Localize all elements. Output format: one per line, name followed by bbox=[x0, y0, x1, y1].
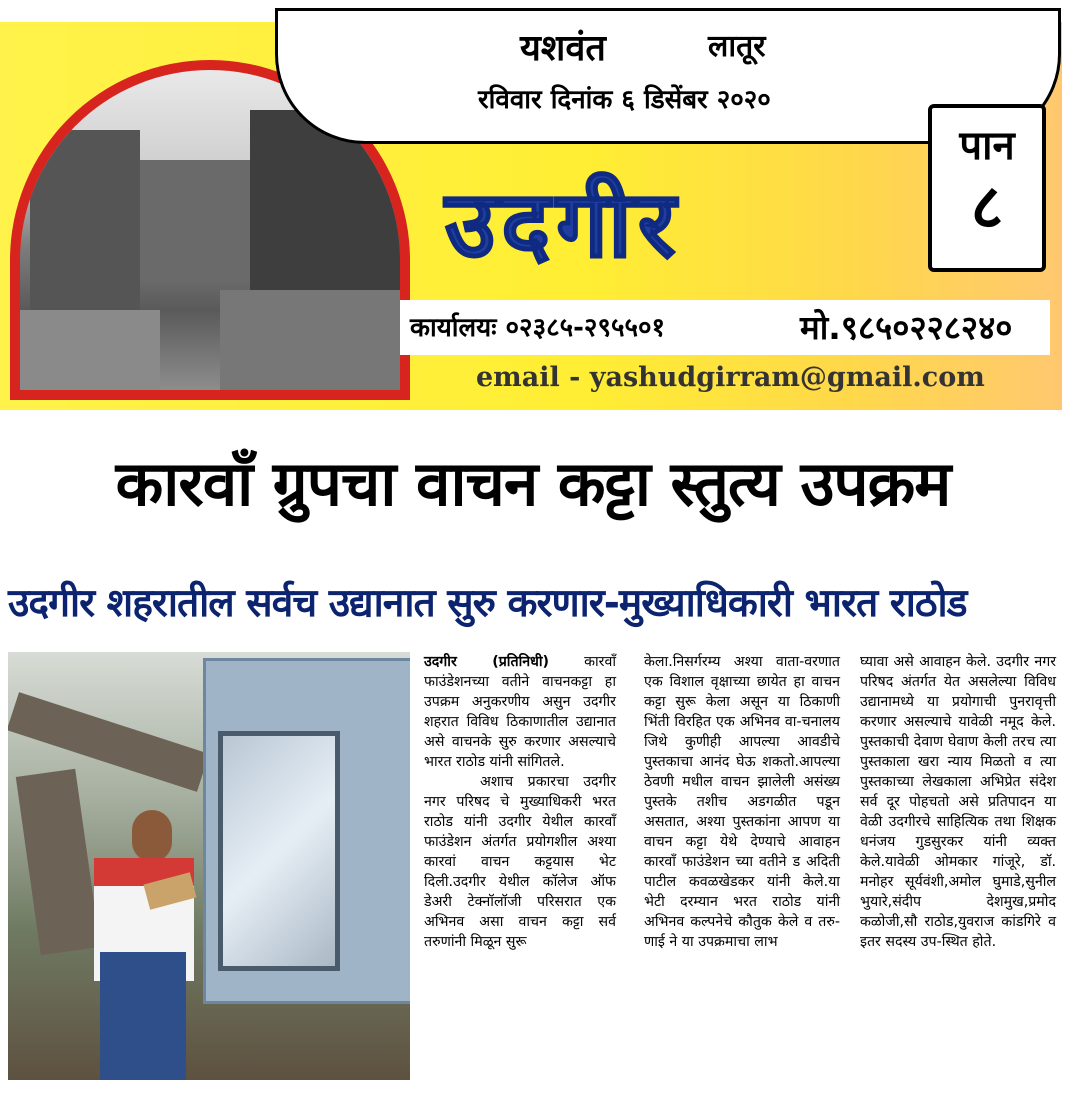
tree-trunk bbox=[16, 769, 100, 956]
office-phone: कार्यालयः ०२३८५-२९५५०१ bbox=[410, 313, 666, 343]
article-paragraph: अशाच प्रकारचा उदगीर नगर परिषद चे मुख्याधिकरी भरत राठोड यांनी उदगीर येथील कारवाँ फाउंडेशन अंतर्गत प्रयोगशील अश्या कारवां वाचन कट्टयास भेट दिली.उदगीर येथील कॉलेज ऑफ डेअरी टेक्नॉलॉजी परिसरात एक अभिनव असा वाचन कट्टा सर्व तरुणांनी मिळून सुरू bbox=[424, 774, 616, 950]
article-text-1: कारवाँ फाउंडेशनच्या वतीने वाचनकट्टा हा उपक्रम अनुकरणीय असुन उदगीर शहरात विविध ठिकाणातील उद्यानात असे वाचनके सुरु करणार असल्याचे भारत राठोड यांनी सांगितले. bbox=[424, 654, 617, 770]
article-column-3 bbox=[860, 652, 1056, 952]
person-head bbox=[132, 810, 172, 862]
section-title: उदगीर bbox=[445, 171, 682, 278]
kiosk-glass-door bbox=[218, 731, 340, 971]
article-column-1 bbox=[424, 652, 616, 952]
masthead bbox=[0, 0, 1066, 410]
page-number: ८ bbox=[970, 170, 1004, 243]
article-paragraph: घ्यावा असे आवाहन केले. उदगीर नगर परिषद अंतर्गत येत असलेल्या विविध उद्यानामध्ये या प्रयोगाची पुनरावृत्ती करणार असल्याचे यावेळी नमूद केले. पुस्तकाची देवाण घेवाण केली तरच त्या पुस्तकाला खरा न्याय मिळतो व त्या पुस्तकाच्या लेखकाला अभिप्रेत संदेश सर्व दूर पोहचतो असे प्रतिपादन या वेळी उदगीरचे साहित्यिक तथा शिक्षक धनंजय गुडसुरकर यांनी व्यक्त केले.यावेळी ओमकार गांजूरे, डॉ. मनोहर सूर्यवंशी,अमोल घुमाडे,सुनील भुयारे,संदीप देशमुख,प्रमोद कळोजी,सौ राठोड,युवराज कांडगिरे व इतर सदस्य उप-स्थित होते. bbox=[860, 654, 1056, 950]
page-number-box bbox=[928, 104, 1046, 272]
article-lead: उदगीर (प्रतिनिधी) bbox=[424, 654, 550, 670]
page-label: पान bbox=[959, 123, 1015, 169]
article-column-2 bbox=[644, 652, 840, 952]
edition-city: लातूर bbox=[708, 29, 766, 64]
newspaper-name: यशवंत bbox=[520, 27, 606, 69]
reading-kiosk bbox=[203, 658, 410, 1004]
fort-parapet bbox=[220, 290, 400, 390]
article-paragraph: केला.निसर्गरम्य अश्या वाता-वरणात एक विशाल वृक्षाच्या छायेत हा वाचन कट्टा सुरू केला असून या ठिकाणी भिंती विरहित एक अभिनव वा-चनालय जिथे कुणीही आपल्या आवडीचे पुस्तकाचा आनंद घेऊ शकतो.आपल्या ठेवणी मधील वाचन झालेली असंख्य पुस्तके तशीच अडगळीत पडून असतात, अश्या पुस्तकांना आपण या वाचन कट्टा येथे देण्याचे आवाहन कारवाँ फाउंडेशन च्या वतीने ड अदिती पाटील कवळखेडकर यांनी केले.या भेटी दरम्यान भरत राठोड यांनी अभिनव कल्पनेचे कौतुक केले व तरु-णाई ने या उपक्रमाचा लाभ bbox=[644, 654, 840, 950]
article-paragraph bbox=[424, 652, 616, 772]
fort-tower-left bbox=[30, 130, 140, 330]
mobile-number: मो.९८५०२२८२४० bbox=[800, 308, 1013, 347]
article-photo bbox=[8, 652, 410, 1080]
contact-email: email - yashudgirram@gmail.com bbox=[476, 362, 985, 393]
article-subheadline: उदगीर शहरातील सर्वच उद्यानात सुरु करणार-मुख्याधिकारी भारत राठोड bbox=[8, 581, 967, 626]
fort-path bbox=[20, 310, 160, 390]
article-headline: कारवाँ ग्रुपचा वाचन कट्टा स्तुत्य उपक्रम bbox=[115, 447, 951, 520]
person-legs bbox=[100, 952, 186, 1080]
edition-date: रविवार दिनांक ६ डिसेंबर २०२० bbox=[478, 85, 771, 115]
